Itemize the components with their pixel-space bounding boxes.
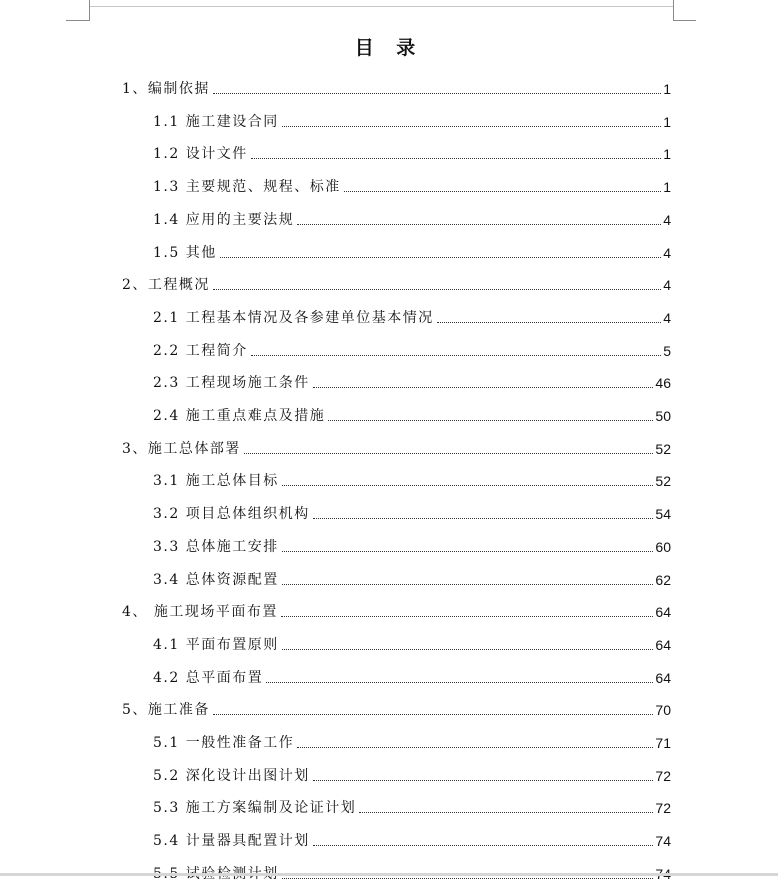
toc-dot-leader — [328, 419, 653, 421]
toc-entry-text: 2.4 施工重点难点及措施 — [153, 408, 326, 424]
toc-entry-section[interactable] — [153, 820, 671, 850]
toc-entry-section[interactable] — [153, 232, 671, 262]
toc-entry-section[interactable] — [153, 657, 671, 687]
toc-page-number: 70 — [655, 702, 671, 719]
toc-entry-text: 2.3 工程现场施工条件 — [153, 375, 310, 392]
toc-page-number: 52 — [655, 473, 671, 490]
toc-page-number: 64 — [655, 604, 671, 621]
toc-page-number: 4 — [663, 244, 671, 261]
toc-dot-leader — [282, 550, 654, 552]
toc-entry-text: 4.2 总平面布置 — [153, 669, 264, 686]
toc-entry-chapter[interactable] — [122, 689, 671, 719]
toc-page-number: 62 — [655, 571, 671, 588]
toc-dot-leader — [313, 386, 654, 388]
toc-entry-text: 1.3 主要规范、规程、标准 — [153, 179, 341, 196]
toc-entry-section[interactable] — [153, 362, 671, 392]
toc-dot-leader — [282, 484, 654, 486]
toc-entry-section[interactable] — [153, 787, 671, 817]
crop-mark-top-right-horizontal — [674, 20, 696, 21]
toc-entry-text: 3.4 总体资源配置 — [153, 571, 279, 588]
toc-dot-leader — [244, 452, 654, 454]
toc-entry-section[interactable] — [153, 493, 671, 523]
toc-page-number: 1 — [663, 146, 671, 163]
toc-entry-section[interactable] — [153, 853, 671, 883]
toc-page-number: 4 — [663, 277, 671, 294]
toc-dot-leader — [251, 157, 661, 159]
toc-entry-text: 5、施工准备 — [122, 702, 210, 719]
toc-entry-text: 1.5 其他 — [153, 244, 217, 261]
toc-page-number: 71 — [655, 735, 671, 751]
toc-entry-text: 1.4 应用的主要法规 — [153, 211, 295, 228]
toc-entry-text: 2.2 工程简介 — [153, 342, 248, 359]
toc-title: 目 录 — [354, 37, 424, 59]
header-rule — [90, 6, 673, 7]
toc-entry-chapter[interactable] — [122, 591, 671, 621]
toc-entry-text: 3.2 项目总体组织机构 — [153, 506, 310, 523]
toc-page-number: 60 — [655, 538, 671, 555]
toc-entry-section[interactable] — [153, 166, 671, 196]
toc-entry-section[interactable] — [153, 330, 671, 360]
toc-entry-text: 5.2 深化设计出图计划 — [153, 767, 310, 784]
toc-dot-leader — [281, 615, 654, 617]
toc-entry-text: 4.1 平面布置原则 — [153, 636, 279, 653]
toc-entry-text: 2.1 工程基本情况及各参建单位基本情况 — [153, 309, 434, 326]
toc-entry-text: 1、编制依据 — [122, 81, 210, 97]
toc-entry-section[interactable] — [153, 559, 671, 589]
toc-page-number: 5 — [663, 342, 671, 359]
toc-entry-text: 5.4 计量器具配置计划 — [153, 833, 310, 850]
toc-page-number: 72 — [655, 800, 671, 817]
toc-dot-leader — [344, 190, 661, 192]
toc-dot-leader — [213, 92, 661, 94]
toc-dot-leader — [282, 648, 654, 650]
toc-entry-text: 3、施工总体部署 — [122, 440, 241, 457]
toc-entry-section[interactable] — [153, 755, 671, 785]
toc-dot-leader — [213, 288, 661, 290]
toc-dot-leader — [282, 877, 654, 879]
toc-page-number: 74 — [655, 833, 671, 850]
toc-entry-chapter[interactable] — [122, 68, 671, 98]
toc-page-number: 1 — [663, 113, 671, 130]
toc-entry-text: 5.3 施工方案编制及论证计划 — [153, 800, 357, 817]
toc-page-number: 50 — [655, 408, 671, 424]
toc-dot-leader — [313, 779, 654, 781]
toc-dot-leader — [313, 517, 654, 519]
toc-dot-leader — [297, 223, 661, 225]
toc-page-number: 64 — [655, 669, 671, 686]
toc-dot-leader — [266, 681, 653, 683]
toc-entry-text: 3.1 施工总体目标 — [153, 473, 279, 490]
toc-dot-leader — [282, 125, 661, 127]
toc-page-number: 54 — [655, 506, 671, 523]
toc-page-number: 4 — [663, 309, 671, 326]
toc-entry-section[interactable] — [153, 297, 671, 327]
toc-entry-section[interactable] — [153, 460, 671, 490]
toc-dot-leader — [297, 746, 653, 748]
toc-page-number: 72 — [655, 767, 671, 784]
toc-entry-text: 1.1 施工建设合同 — [153, 113, 279, 130]
toc-entry-text: 2、工程概况 — [122, 277, 210, 294]
toc-entry-chapter[interactable] — [122, 428, 671, 458]
toc-dot-leader — [313, 844, 654, 846]
toc-entry-section[interactable] — [153, 624, 671, 654]
toc-page-number: 1 — [663, 179, 671, 196]
toc-page-number: 1 — [663, 81, 671, 97]
toc-entry-section[interactable] — [153, 722, 671, 752]
toc-dot-leader — [220, 256, 661, 258]
toc-entry-section[interactable] — [153, 133, 671, 163]
toc-dot-leader — [282, 583, 654, 585]
crop-mark-top-left-vertical — [89, 0, 90, 21]
crop-mark-top-left-horizontal — [66, 20, 90, 21]
toc-entry-section[interactable] — [153, 395, 671, 425]
toc-page-number: 64 — [655, 636, 671, 653]
crop-mark-top-right-vertical — [673, 0, 674, 21]
toc-dot-leader — [251, 354, 661, 356]
toc-dot-leader — [359, 811, 653, 813]
toc-page-number: 52 — [655, 440, 671, 457]
toc-page-number: 46 — [655, 375, 671, 392]
toc-entry-section[interactable] — [153, 199, 671, 229]
toc-entry-text: 4、 施工现场平面布置 — [122, 604, 278, 621]
toc-entry-text: 3.3 总体施工安排 — [153, 538, 279, 555]
toc-page-number: 4 — [663, 211, 671, 228]
toc-entry-section[interactable] — [153, 526, 671, 556]
toc-entry-chapter[interactable] — [122, 264, 671, 294]
toc-dot-leader — [437, 321, 661, 323]
toc-dot-leader — [213, 713, 654, 715]
toc-entry-section[interactable] — [153, 101, 671, 131]
toc-entry-text: 5.1 一般性准备工作 — [153, 735, 295, 751]
toc-entry-text: 1.2 设计文件 — [153, 146, 248, 163]
